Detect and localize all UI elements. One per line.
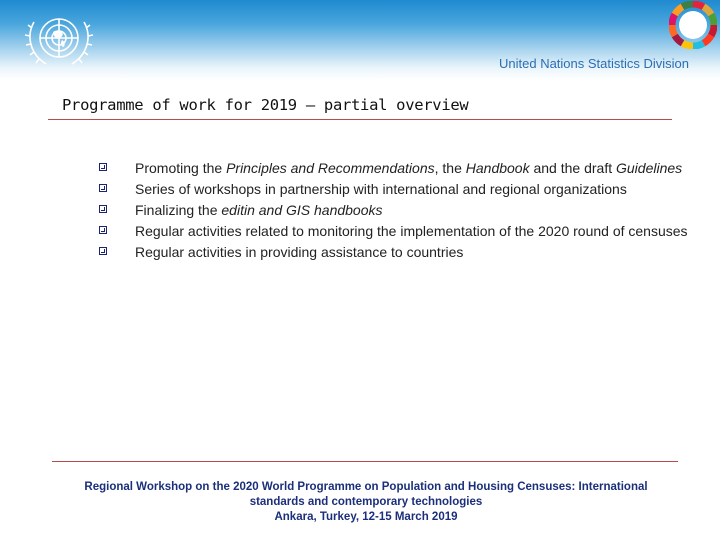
checkbox-bullet-icon <box>99 226 107 234</box>
title-divider <box>48 119 672 120</box>
checkbox-bullet-icon <box>99 205 107 213</box>
checkbox-bullet-icon <box>99 247 107 255</box>
bullet-item: Series of workshops in partnership with international and regional organizations <box>96 181 696 198</box>
header-banner <box>0 0 720 80</box>
footer-line-2: standards and contemporary technologies <box>249 496 483 508</box>
slide-title: Programme of work for 2019 – partial overview <box>62 96 469 114</box>
bullet-list <box>96 160 696 265</box>
footer-divider <box>52 461 678 462</box>
checkbox-bullet-icon <box>99 184 107 192</box>
sdg-wheel-icon <box>669 1 717 49</box>
footer-caption <box>40 480 692 525</box>
checkbox-bullet-icon <box>99 163 107 171</box>
bullet-item: Finalizing the editin and GIS handbooks <box>96 202 696 219</box>
footer-line-1: Regional Workshop on the 2020 World Programme on Population and Housing Censuses: International <box>84 481 648 493</box>
footer-line-3: Ankara, Turkey, 12-15 March 2019 <box>274 511 458 523</box>
bullet-item: Promoting the Principles and Recommendations, the Handbook and the draft Guidelines <box>96 160 696 177</box>
bullet-item: Regular activities related to monitoring the implementation of the 2020 round of censuses <box>96 223 696 240</box>
organization-name: United Nations Statistics Division <box>499 56 690 71</box>
bullet-item: Regular activities in providing assistance to countries <box>96 244 696 261</box>
un-emblem-icon <box>22 8 96 72</box>
